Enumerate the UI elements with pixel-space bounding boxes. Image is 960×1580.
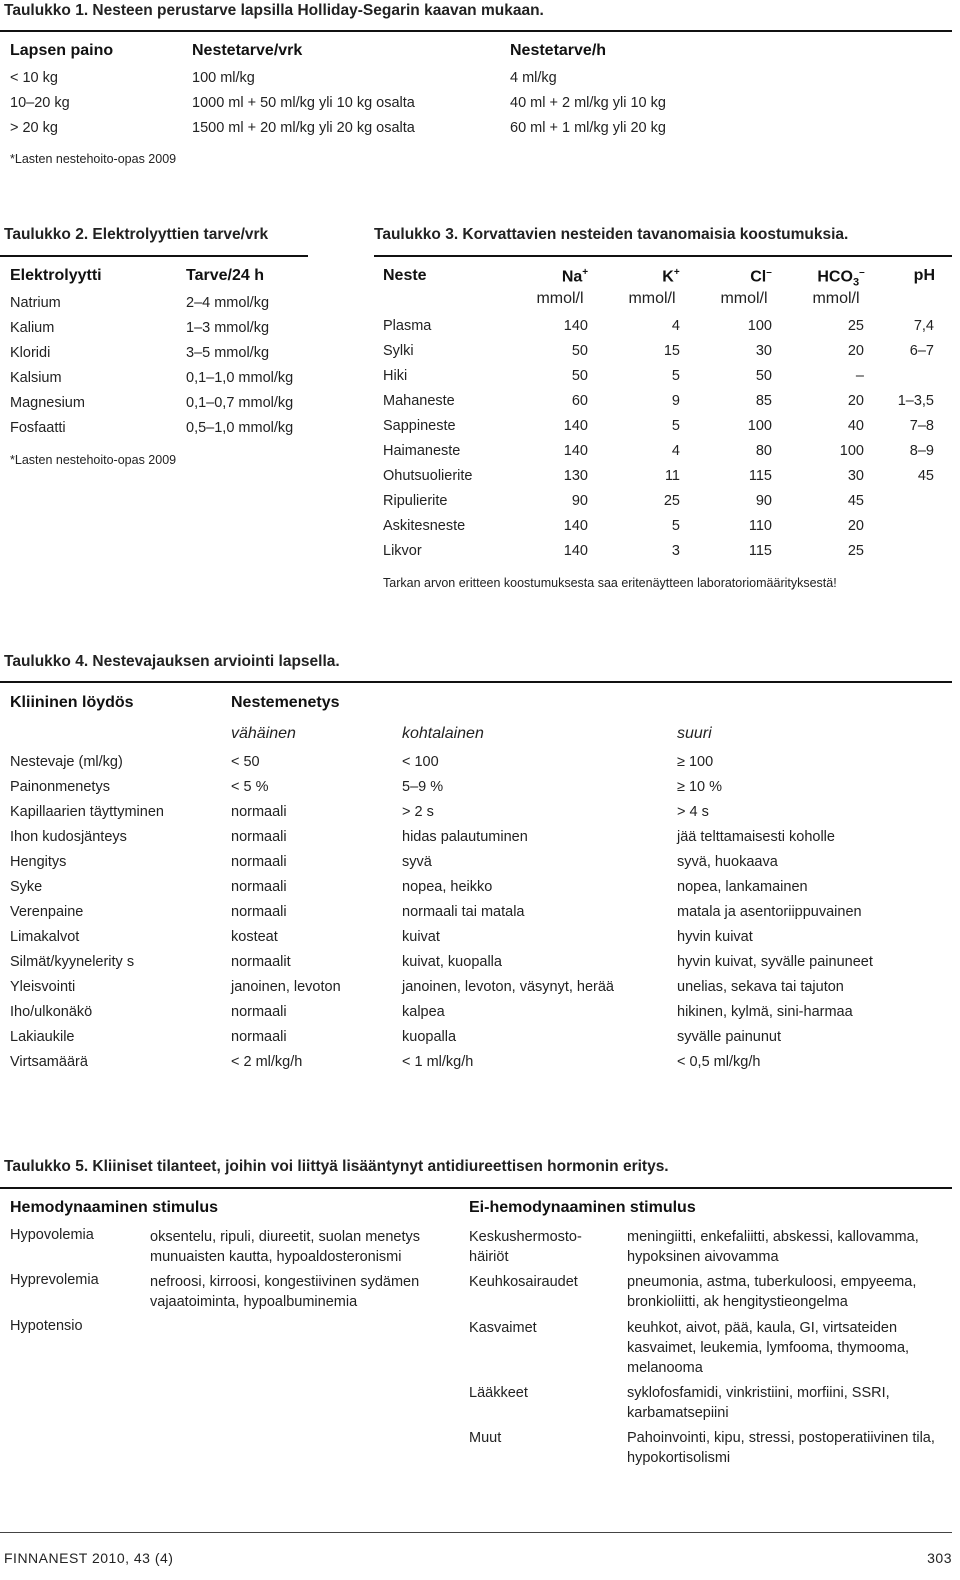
- table4-cell: ≥ 100: [677, 754, 714, 770]
- table4-cell: < 50: [231, 754, 260, 770]
- table3-cell: 100: [839, 443, 864, 459]
- table3-cell: 9: [671, 393, 680, 409]
- table5-caption: Taulukko 5. Kliiniset tilanteet, joihin voi liittyä lisääntynyt antidiureettisen hormonin eritys.: [4, 1158, 669, 1175]
- table4-cell: hyvin kuivat: [677, 929, 753, 945]
- table4-cell: normaali: [231, 829, 287, 845]
- table4-cell: 5–9 %: [402, 779, 444, 795]
- table4-cell: < 2 ml/kg/h: [231, 1054, 303, 1070]
- table3-cell: 140: [563, 518, 588, 534]
- table2-cell: Kalium: [10, 320, 55, 336]
- table3-cell: 140: [563, 418, 588, 434]
- table4-sub-moderate: kohtalainen: [402, 725, 484, 742]
- table4-cell: > 4 s: [677, 804, 709, 820]
- table3-cell: 5: [671, 418, 680, 434]
- table5-left-desc: oksentelu, ripuli, diureetit, suolan menetys munuaisten kautta, hypoaldosteronismi: [150, 1229, 421, 1265]
- table5-right-desc: syklofosfamidi, vinkristiini, morfiini, SSRI, karbamatsepiini: [627, 1385, 890, 1421]
- table2-cell: Natrium: [10, 295, 61, 311]
- table4-cell: normaali: [231, 879, 287, 895]
- table4-cell: normaali: [231, 1004, 287, 1020]
- table3-cell: 100: [747, 418, 772, 434]
- table1-cell: 100 ml/kg: [192, 70, 255, 86]
- table1-top-rule: [0, 30, 952, 32]
- table3-cell: Sylki: [383, 343, 414, 359]
- table3-cell: 130: [563, 468, 588, 484]
- table4-cell: syvä, huokaava: [677, 854, 778, 870]
- table4-cell: nopea, heikko: [402, 879, 493, 895]
- table4-cell: Painonmenetys: [10, 779, 110, 795]
- table4-top-rule: [0, 681, 952, 683]
- table3-cell: 20: [847, 393, 864, 409]
- table4-cell: unelias, sekava tai tajuton: [677, 979, 844, 995]
- table2-top-rule: [0, 255, 308, 257]
- table3-cell: 8–9: [909, 443, 934, 459]
- table3-cell: 115: [748, 468, 772, 484]
- table3-unit-cl: mmol/l: [720, 290, 768, 307]
- table3-cell: –: [855, 368, 864, 384]
- footer-page-number: 303: [927, 1550, 952, 1566]
- table3-cell: 4: [671, 443, 680, 459]
- table3-cell: 100: [747, 318, 772, 334]
- table5-top-rule: [0, 1187, 952, 1189]
- table3-top-rule: [374, 255, 952, 257]
- table3-cell: 30: [847, 468, 864, 484]
- table1-header-weight: Lapsen paino: [10, 42, 114, 59]
- table5-right-desc: pneumonia, astma, tuberkuloosi, empyeema, bronkioliitti, ak hengitystieongelma: [627, 1274, 917, 1310]
- table2-note: *Lasten nestehoito-opas 2009: [10, 453, 177, 467]
- table5-header-hemodynamic: Hemodynaaminen stimulus: [10, 1199, 219, 1216]
- table4-cell: Yleisvointi: [10, 979, 76, 995]
- table4-cell: ≥ 10 %: [677, 779, 723, 795]
- table4-cell: kuopalla: [402, 1029, 457, 1045]
- table4-cell: Iho/ulkonäkö: [10, 1004, 93, 1020]
- table2-cell: 2–4 mmol/kg: [186, 295, 270, 311]
- table4-cell: nopea, lankamainen: [677, 879, 808, 895]
- table5-left-label: Hypovolemia: [10, 1227, 94, 1243]
- table3-cell: Ripulierite: [383, 493, 448, 509]
- table2-cell: Kalsium: [10, 370, 62, 386]
- table5-right-label: Keuhkosairaudet: [469, 1274, 578, 1290]
- table2-header-need: Tarve/24 h: [186, 267, 264, 284]
- table4-cell: syvälle painunut: [677, 1029, 781, 1045]
- table5-left-label: Hypotensio: [10, 1318, 83, 1334]
- table1-cell: < 10 kg: [10, 70, 58, 86]
- table4-cell: Hengitys: [10, 854, 67, 870]
- table4-cell: < 1 ml/kg/h: [402, 1054, 474, 1070]
- table3-cell: 30: [755, 343, 772, 359]
- table4-cell: < 5 %: [231, 779, 269, 795]
- table3-cell: Ohutsuolierite: [383, 468, 473, 484]
- table2-cell: 0,5–1,0 mmol/kg: [186, 420, 294, 436]
- table4-cell: matala ja asentoriippuvainen: [677, 904, 862, 920]
- table3-cell: Hiki: [383, 368, 408, 384]
- footer-journal: FINNANEST 2010, 43 (4): [4, 1550, 174, 1566]
- table4-cell: kuivat, kuopalla: [402, 954, 502, 970]
- table3-caption: Taulukko 3. Korvattavien nesteiden tavanomaisia koostumuksia.: [374, 226, 849, 243]
- table3-cell: 25: [847, 543, 864, 559]
- table2-cell: Kloridi: [10, 345, 51, 361]
- table3-cell: Plasma: [383, 318, 432, 334]
- table3-cell: 15: [663, 343, 680, 359]
- table3-cell: 7–8: [909, 418, 934, 434]
- table3-unit-hco3: mmol/l: [812, 290, 860, 307]
- table3-cell: 90: [755, 493, 772, 509]
- table3-unit-k: mmol/l: [628, 290, 676, 307]
- table3-cell: 50: [571, 368, 588, 384]
- table4-cell: janoinen, levoton: [231, 979, 341, 995]
- table3-cell: 25: [663, 493, 680, 509]
- table4-cell: < 100: [402, 754, 439, 770]
- table1-cell: 4 ml/kg: [510, 70, 557, 86]
- table2-cell: 3–5 mmol/kg: [186, 345, 270, 361]
- table3-cell: Sappineste: [383, 418, 456, 434]
- table4-cell: kalpea: [402, 1004, 445, 1020]
- table3-cell: 20: [847, 343, 864, 359]
- table3-cell: 5: [671, 518, 680, 534]
- table3-cell: 60: [571, 393, 588, 409]
- table3-cell: 6–7: [909, 343, 934, 359]
- table3-cell: 140: [563, 543, 588, 559]
- table3-cell: 90: [571, 493, 588, 509]
- table3-cell: Likvor: [383, 543, 422, 559]
- table3-cell: 7,4: [913, 318, 934, 334]
- table3-cell: 1–3,5: [897, 393, 934, 409]
- table4-cell: Nestevaje (ml/kg): [10, 754, 123, 770]
- table2-cell: Fosfaatti: [10, 420, 66, 436]
- table2-header-electrolyte: Elektrolyytti: [10, 267, 102, 284]
- table4-cell: jää telttamaisesti koholle: [677, 829, 835, 845]
- table3-cell: 85: [755, 393, 772, 409]
- table3-header-cl: Cl–: [750, 267, 772, 286]
- table4-caption: Taulukko 4. Nestevajauksen arviointi lapsella.: [4, 653, 340, 670]
- table5-right-label: Keskushermosto-häiriöt: [469, 1229, 582, 1265]
- table2-cell: 0,1–1,0 mmol/kg: [186, 370, 294, 386]
- table3-cell: 40: [847, 418, 864, 434]
- table5-right-label: Lääkkeet: [469, 1385, 528, 1401]
- table2-cell: 0,1–0,7 mmol/kg: [186, 395, 294, 411]
- table1-cell: 10–20 kg: [10, 95, 70, 111]
- table3-header-ph: pH: [913, 267, 935, 284]
- table1-cell: 1500 ml + 20 ml/kg yli 20 kg osalta: [192, 120, 415, 136]
- table4-cell: hyvin kuivat, syvälle painuneet: [677, 954, 873, 970]
- table4-cell: normaali tai matala: [402, 904, 525, 920]
- table4-header-loss: Nestemenetys: [231, 694, 340, 711]
- table4-cell: kuivat: [402, 929, 440, 945]
- table4-sub-mild: vähäinen: [231, 725, 296, 742]
- table5-left-desc: nefroosi, kirroosi, kongestiivinen sydämen vajaatoiminta, hypoalbuminemia: [150, 1274, 420, 1310]
- table1-header-per-hour: Nestetarve/h: [510, 42, 607, 59]
- footer-rule: [0, 1532, 952, 1533]
- table3-header-fluid: Neste: [383, 267, 427, 284]
- table4-cell: Lakiaukile: [10, 1029, 75, 1045]
- table3-cell: 3: [671, 543, 680, 559]
- table1-header-per-day: Nestetarve/vrk: [192, 42, 303, 59]
- table5-right-desc: Pahoinvointi, kipu, stressi, postoperatiivinen tila, hypokortisolismi: [627, 1430, 935, 1466]
- table4-cell: Ihon kudosjänteys: [10, 829, 127, 845]
- table5-left-label: Hyprevolemia: [10, 1272, 99, 1288]
- table4-cell: < 0,5 ml/kg/h: [677, 1054, 761, 1070]
- table2-caption: Taulukko 2. Elektrolyyttien tarve/vrk: [4, 226, 269, 243]
- table4-cell: Silmät/kyynelerity s: [10, 954, 135, 970]
- table3-header-na: Na+: [561, 267, 589, 286]
- table1-cell: 40 ml + 2 ml/kg yli 10 kg: [510, 95, 666, 111]
- table3-header-hco3: $HCO_3^-$: [817, 267, 865, 289]
- table3-cell: Mahaneste: [383, 393, 455, 409]
- table4-cell: syvä: [402, 854, 432, 870]
- table4-cell: hidas palautuminen: [402, 829, 528, 845]
- table3-cell: 140: [563, 443, 588, 459]
- table3-cell: Haimaneste: [383, 443, 461, 459]
- table3-cell: 5: [671, 368, 680, 384]
- table3-cell: 45: [847, 493, 864, 509]
- table4-header-finding: Kliininen löydös: [10, 694, 134, 711]
- table5-right-label: Muut: [469, 1430, 502, 1446]
- table1-cell: 60 ml + 1 ml/kg yli 20 kg: [510, 120, 666, 136]
- table4-cell: normaali: [231, 1029, 287, 1045]
- table3-cell: 11: [664, 468, 680, 484]
- table4-cell: normaalit: [231, 954, 291, 970]
- table4-cell: Verenpaine: [10, 904, 84, 920]
- table1-caption: Taulukko 1. Nesteen perustarve lapsilla Holliday-Segarin kaavan mukaan.: [4, 2, 544, 19]
- table5-right-desc: meningiitti, enkefaliitti, abskessi, kallovamma, hypoksinen aivovamma: [627, 1229, 919, 1265]
- table1-note: *Lasten nestehoito-opas 2009: [10, 152, 177, 166]
- table3-cell: 115: [748, 543, 772, 559]
- table4-cell: Kapillaarien täyttyminen: [10, 804, 164, 820]
- table5-right-label: Kasvaimet: [469, 1320, 537, 1336]
- table3-cell: 45: [917, 468, 934, 484]
- table3-cell: 80: [755, 443, 772, 459]
- table3-cell: 140: [563, 318, 588, 334]
- table4-cell: normaali: [231, 804, 287, 820]
- table3-cell: 4: [671, 318, 680, 334]
- table4-cell: normaali: [231, 854, 287, 870]
- table4-cell: Virtsamäärä: [10, 1054, 88, 1070]
- table3-cell: Askitesneste: [383, 518, 466, 534]
- table3-note: Tarkan arvon eritteen koostumuksesta saa eritenäytteen laboratoriomäärityksestä!: [383, 576, 837, 590]
- table2-cell: 1–3 mmol/kg: [186, 320, 270, 336]
- table4-cell: normaali: [231, 904, 287, 920]
- table4-sub-severe: suuri: [677, 725, 712, 742]
- table5-header-nonhemodynamic: Ei-hemodynaaminen stimulus: [469, 1199, 696, 1216]
- table4-cell: hikinen, kylmä, sini-harmaa: [677, 1004, 853, 1020]
- table4-cell: kosteat: [231, 929, 278, 945]
- table1-cell: > 20 kg: [10, 120, 58, 136]
- table1-cell: 1000 ml + 50 ml/kg yli 10 kg osalta: [192, 95, 415, 111]
- table4-cell: Syke: [10, 879, 43, 895]
- table5-right-desc: keuhkot, aivot, pää, kaula, GI, virtsateiden kasvaimet, leukemia, lymfooma, thymooma, melanooma: [627, 1320, 910, 1376]
- table4-cell: Limakalvot: [10, 929, 80, 945]
- table4-cell: janoinen, levoton, väsynyt, herää: [402, 979, 614, 995]
- table3-cell: 25: [847, 318, 864, 334]
- table3-cell: 20: [847, 518, 864, 534]
- table3-cell: 50: [571, 343, 588, 359]
- table3-header-k: K+: [662, 267, 680, 286]
- table3-cell: 110: [748, 518, 772, 534]
- table3-unit-na: mmol/l: [536, 290, 584, 307]
- table2-cell: Magnesium: [10, 395, 85, 411]
- table4-cell: > 2 s: [402, 804, 434, 820]
- table3-cell: 50: [755, 368, 772, 384]
